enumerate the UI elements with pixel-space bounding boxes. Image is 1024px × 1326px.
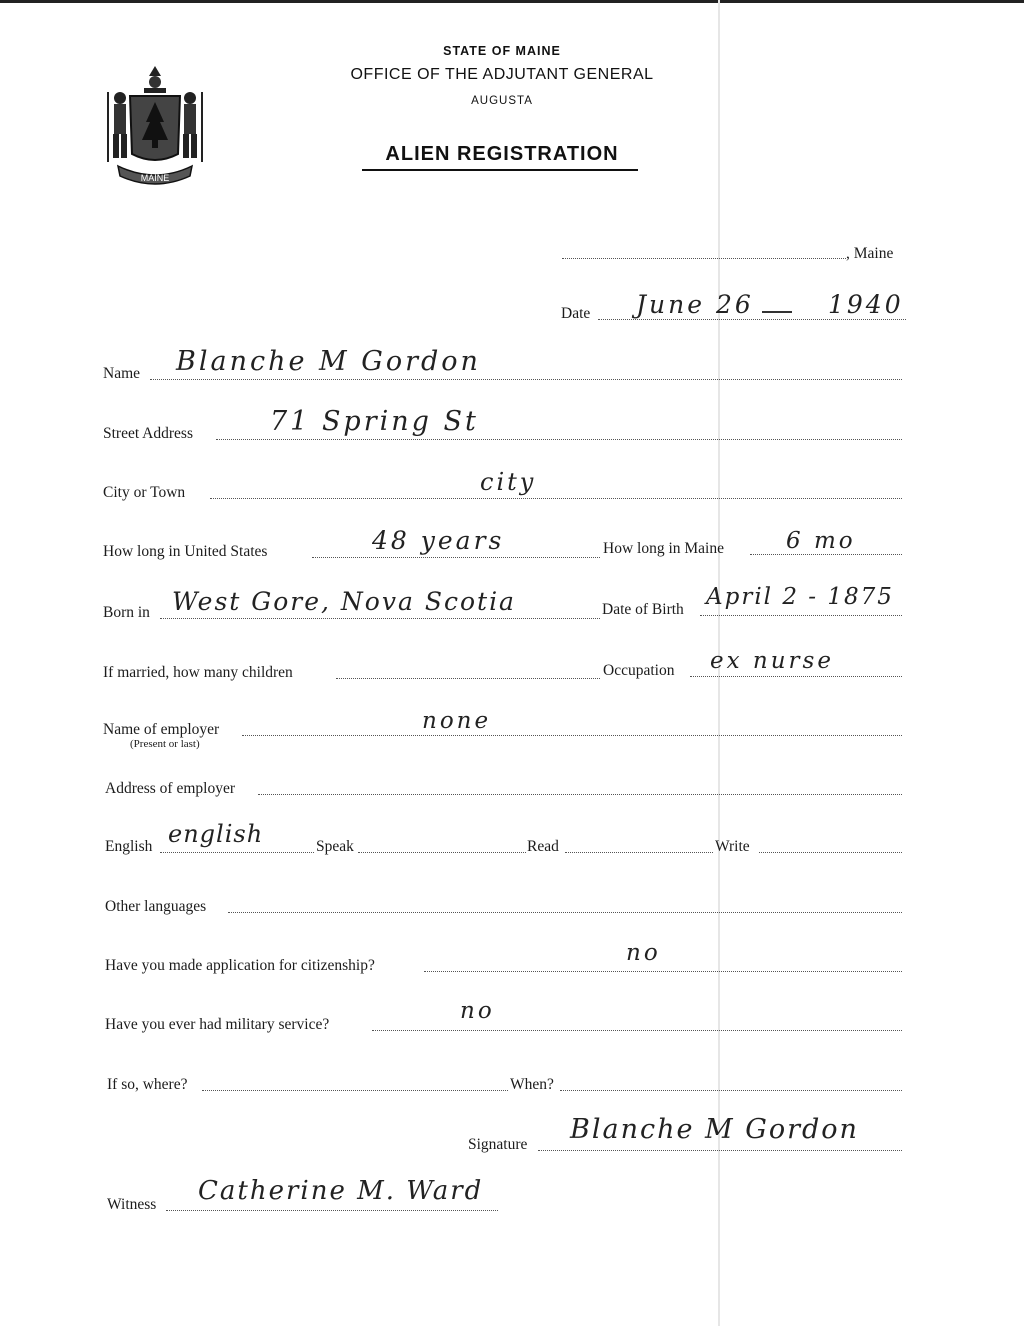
employer-address-label: Address of employer [105,780,235,797]
military-label: Have you ever had military service? [105,1016,330,1033]
name-line [150,379,902,380]
us-duration-label: How long in United States [103,543,268,560]
children-line [336,678,600,679]
where-label: If so, where? [107,1076,188,1093]
seal-text: MAINE [140,173,170,183]
dob-line [700,615,902,616]
office-heading: OFFICE OF THE ADJUTANT GENERAL [350,66,654,83]
date-value-year: 1940 [828,290,904,319]
occupation-label: Occupation [603,662,675,679]
employer-label: Name of employer [103,721,220,738]
name-value: Blanche M Gordon [176,346,481,377]
maine-duration-label: How long in Maine [603,540,724,557]
city-label: City or Town [103,484,186,501]
street-address-value: 71 Spring St [270,406,479,437]
other-languages-line [228,912,902,913]
city-line [210,498,902,499]
date-value-month: June 26 [636,290,754,319]
state-seal-icon [100,62,210,190]
maine-duration-value: 6 mo [786,528,856,554]
when-line [560,1090,902,1091]
street-address-line [216,439,902,440]
employer-address-line [258,794,902,795]
date-label: Date [561,305,591,322]
read-line [565,852,713,853]
dob-label: Date of Birth [602,601,684,618]
street-address-label: Street Address [103,425,193,442]
witness-value: Catherine M. Ward [198,1176,484,1206]
employer-value: none [422,708,492,734]
english-value: english [168,820,264,848]
signature-label: Signature [468,1136,528,1153]
other-languages-label: Other languages [105,898,207,915]
write-label: Write [715,838,750,855]
born-in-line [160,618,600,619]
english-label: English [105,838,153,855]
state-heading: STATE OF MAINE [443,44,561,58]
born-in-value: West Gore, Nova Scotia [172,587,516,616]
employer-line [242,735,902,736]
citizenship-line [424,971,902,972]
maine-duration-line [750,554,902,555]
military-line [372,1030,902,1031]
signature-line [538,1150,902,1151]
signature-value: Blanche M Gordon [570,1114,859,1145]
scan-top-border [0,0,1024,3]
citizenship-value: no [626,940,661,966]
us-duration-line [312,557,600,558]
military-value: no [460,998,495,1024]
children-label: If married, how many children [103,664,293,681]
speak-line [358,852,526,853]
witness-label: Witness [107,1196,157,1213]
employer-sublabel: (Present or last) [130,738,200,750]
where-line [202,1090,508,1091]
occupation-value: ex nurse [710,648,834,674]
read-label: Read [527,838,559,855]
city-value: city [480,468,537,496]
title-underline [362,169,638,171]
dob-value: April 2 - 1875 [706,584,894,610]
name-label: Name [103,365,141,382]
us-duration-value: 48 years [372,526,505,555]
when-label: When? [510,1076,554,1093]
born-in-label: Born in [103,604,150,621]
english-line [160,852,314,853]
date-line [598,319,906,320]
place-suffix: , Maine [846,245,894,262]
form-title: ALIEN REGISTRATION [385,143,619,165]
citizenship-label: Have you made application for citizenship? [105,957,375,974]
witness-line [166,1210,498,1211]
speak-label: Speak [316,838,354,855]
city-heading: AUGUSTA [471,95,533,107]
date-dash [762,311,792,313]
occupation-line [690,676,902,677]
write-line [759,852,902,853]
place-line [562,258,846,259]
